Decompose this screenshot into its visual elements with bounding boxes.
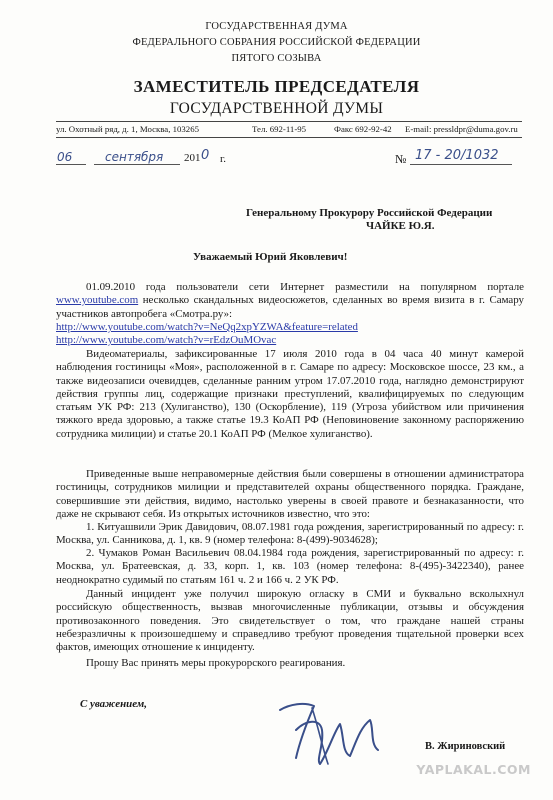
list-item-2 <box>56 547 524 587</box>
link-video-2[interactable]: http://www.youtube.com/watch?v=rEdzOuMOvac <box>56 334 277 346</box>
para1-text-a: 01.09.2010 года пользователи сети Интернет разместили на популярном портале <box>86 281 524 293</box>
link-youtube-site[interactable]: www.youtube.com <box>56 294 139 307</box>
date-month-underline <box>94 164 180 165</box>
number-sign: № <box>395 152 407 166</box>
link-video-1[interactable]: http://www.youtube.com/watch?v=NeQq2xpYZWA&feature=related <box>56 321 358 333</box>
para4-text: Данный инцидент уже получил широкую огласку в СМИ и буквально всколыхнул российскую общественность, вызвав многочисленные публикации, отзывы и обсуждения противозаконного поведения. Это свидетельствует о том, что граждане нашей страны небезразличны к произошедшему и справедливо требуют проведения тщательной проверки всех фактов, имеющих отношение к инциденту. <box>56 588 524 654</box>
para5-text: Прошу Вас принять меры прокурорского реагирования. <box>86 657 346 669</box>
date-month: сентября <box>105 150 164 164</box>
recipient-line-1: Генеральному Прокурору Российской Федерации <box>246 207 493 219</box>
paragraph-3 <box>56 468 524 521</box>
date-year-hand: 0 <box>201 148 210 163</box>
date-year-prefix: 201 <box>184 152 201 164</box>
item1-text: 1. Китуашвили Эрик Давидович, 08.07.1981 года рождения, зарегистрированный по адресу: г. Москва, ул. Санникова, д. 1, кв. 9 (номер телефона: 8-(499)-9034628); <box>56 521 524 547</box>
watermark: YAPLAKAL.COM <box>416 762 531 777</box>
signer-name: В. Жириновский <box>425 741 506 752</box>
para2-text: Видеоматериалы, зафиксированные 17 июля 2010 года в 04 часа 40 минут камерой наблюдения гостиницы «Моя», расположенной в г. Самаре по адресу: Московское шоссе, 23 км., а также видеозаписи очевидцев, сделанные ранним утром 17.07.2010 года, наглядно демонстрируют действия группы лиц, содержащие признаки преступлений, квалифицируемых по следующим статьям УК РФ: 213 (Хулиганство), 130 (Оскорбление), 119 (Угроза убийством или причинения тяжкого вреда здоровью, а также статье 19.3 КоАП РФ (Неповиновение законному распоряжению сотрудника милиции) и статье 20.1 КоАП РФ (Мелкое хулиганство). <box>56 348 524 440</box>
closing: С уважением, <box>80 698 147 710</box>
number-underline <box>410 164 512 165</box>
paragraph-1 <box>56 281 524 321</box>
date-year-suffix: г. <box>220 153 227 165</box>
contact-phone: Тел. 692-11-95 <box>252 124 307 134</box>
contact-address: ул. Охотный ряд, д. 1, Москва, 103265 <box>56 124 199 134</box>
header-line-1: ГОСУДАРСТВЕННАЯ ДУМА <box>205 21 348 32</box>
greeting: Уважаемый Юрий Яковлевич! <box>193 251 348 263</box>
date-day: 06 <box>57 150 73 164</box>
signature-scribble <box>270 690 390 770</box>
item2-text: 2. Чумаков Роман Васильевич 08.04.1984 года рождения, зарегистрированный по адресу: г. Москва, ул. Братеевская, д. 33, корп. 1, кв. 103 (номер телефона: 8-(495)-3422340), ранее неоднократно судимый по статьям 161 ч. 2 и 166 ч. 2 УК РФ. <box>56 547 524 586</box>
header-title: ЗАМЕСТИТЕЛЬ ПРЕДСЕДАТЕЛЯ <box>133 77 420 96</box>
paragraph-2 <box>56 348 524 441</box>
header-line-2: ФЕДЕРАЛЬНОГО СОБРАНИЯ РОССИЙСКОЙ ФЕДЕРАЦИИ <box>132 37 421 48</box>
contact-email: E-mail: pressldpr@duma.gov.ru <box>405 124 518 134</box>
paragraph-4 <box>56 588 524 654</box>
para3-text: Приведенные выше неправомерные действия были совершены в отношении администратора гостиницы, сотрудников милиции и представителей охраны общественного порядка. Граждане, совершившие эти действия, видимо, настолько уверены в своей правоте и безнаказанности, что даже не скрывают себя. Из открытых источников известно, что это: <box>56 468 524 520</box>
header-rule-top <box>56 121 522 122</box>
header-line-3: ПЯТОГО СОЗЫВА <box>231 53 322 64</box>
paragraph-5 <box>56 657 524 670</box>
para1-text-b: несколько скандальных видеосюжетов, сделанных во время визита в г. Самару участников автопробега «Смотра.ру»: <box>56 294 524 320</box>
list-item-1 <box>56 521 524 548</box>
contact-fax: Факс 692-92-42 <box>334 124 392 134</box>
header-rule-bottom <box>56 137 522 138</box>
date-day-underline <box>56 164 86 165</box>
recipient-line-2: ЧАЙКЕ Ю.Я. <box>366 220 435 232</box>
outgoing-number: 17 - 20/1032 <box>415 148 499 163</box>
header-subtitle: ГОСУДАРСТВЕННОЙ ДУМЫ <box>169 100 384 117</box>
